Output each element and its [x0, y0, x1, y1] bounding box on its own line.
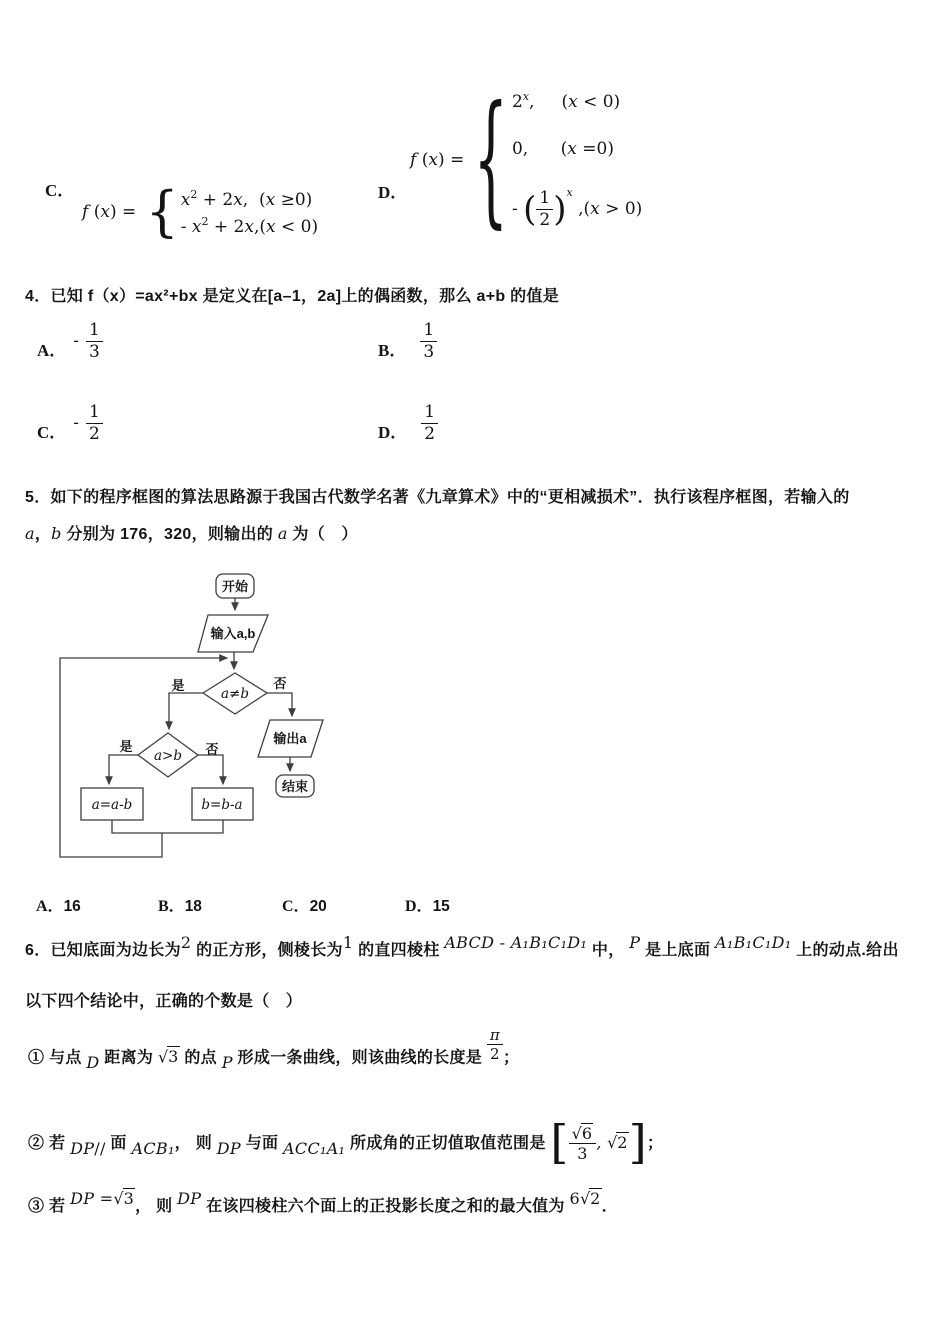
piecewise-brace-d: { — [473, 75, 508, 243]
option-c-label: C． — [45, 181, 75, 200]
piecewise-brace-c: { — [145, 180, 179, 244]
question-6-text-line1: 6．已知底面为边长为2 的正方形，侧棱长为1 的直四棱柱 ABCD - A₁B₁C₁D₁ 中， P 是上底面 A₁B₁C₁D₁ 上的动点.给出 — [25, 933, 899, 959]
q4-option-d-label: D． — [378, 423, 408, 442]
q4-option-c — [37, 398, 103, 444]
flow-cond2-label: a>b — [153, 748, 183, 764]
question-5-text-line1: 5．如下的程序框图的算法思路源于我国古代数学名著《九章算术》中的“更相减损术”．执行该程序框图，若输入的 — [25, 489, 850, 506]
option-c-row2: - $x^2 + 2x,(x < 0)$ — [180, 214, 319, 237]
option-d-lhs: f (x) = — [410, 150, 470, 170]
flow-input-label: 输入a,b — [210, 626, 256, 641]
flow-yes1-label: 是 — [171, 678, 185, 693]
flow-no2-label: 否 — [205, 742, 219, 757]
q5-option-a: A．16 — [36, 898, 81, 915]
q4-option-c-sign: - — [73, 413, 80, 433]
q5-option-d: D．15 — [405, 898, 450, 915]
q4-option-a-fraction: $\frac{1}{3}$ — [86, 320, 103, 362]
q6-statement-2: ② 若 DP// 面 ACB₁， 则 DP 与面 ACC₁A₁ 所成角的正切值取值范围是 [ $\frac{√6}{3}$ , √2]； — [28, 1114, 664, 1169]
option-d-label: D． — [378, 183, 408, 202]
flow-start-label: 开始 — [221, 579, 249, 594]
option-c-function — [82, 180, 319, 244]
question-6-text-line2: 以下四个结论中，正确的个数是（ ） — [25, 993, 303, 1010]
flow-yes2-label: 是 — [119, 739, 133, 754]
q4-option-d — [378, 398, 438, 444]
flowchart — [40, 560, 370, 880]
q4-option-c-fraction: $\frac{1}{2}$ — [86, 402, 103, 444]
q4-option-a-label: A． — [37, 341, 67, 360]
option-d-row1: 2$^x$, (x < 0) — [511, 90, 621, 112]
q4-option-a — [37, 316, 103, 362]
option-d-row3: - ( $\frac{1}{2}$ )$^x$ ,(x > 0) — [511, 185, 643, 230]
flow-assign-right-label: b=b-a — [201, 797, 243, 813]
q6-statement-1: ① 与点 D 距离为 √3 的点 P 形成一条曲线，则该曲线的长度是 $\frac{\pi}{2}$ ； — [28, 1026, 520, 1073]
option-d-row2: 0, (x =0) — [511, 138, 614, 159]
q4-option-a-sign: - — [73, 331, 80, 351]
question-5-text-line2: a，b 分别为 176，320，则输出的 a 为（ ） — [25, 524, 358, 543]
q6-statement-3: ③ 若 DP =√3， 则 DP 在该四棱柱六个面上的正投影长度之和的最大值为 6√2． — [28, 1189, 618, 1215]
option-d-function — [410, 75, 643, 243]
q4-option-b — [378, 316, 437, 362]
q4-option-d-fraction: $\frac{1}{2}$ — [421, 402, 438, 444]
q4-option-b-fraction: $\frac{1}{3}$ — [420, 320, 437, 362]
flow-cond1-label: a≠b — [220, 686, 250, 702]
flow-output-label: 输出a — [273, 731, 307, 746]
flow-end-label: 结束 — [281, 779, 309, 794]
flow-assign-left-label: a=a-b — [91, 797, 133, 813]
option-c-row1: $x^2 + 2x$, (x ≥0) — [180, 187, 313, 210]
q5-option-c: C．20 — [282, 898, 327, 915]
question-4-text: 4．已知 f（x）=ax²+bx 是定义在[a–1，2a]上的偶函数，那么 a+b 的值是 — [25, 288, 560, 305]
q4-option-c-label: C． — [37, 423, 67, 442]
flow-no1-label: 否 — [273, 676, 287, 691]
option-c-lhs: f (x) = — [82, 202, 142, 222]
q4-option-b-label: B． — [378, 341, 407, 360]
q5-option-b: B．18 — [158, 898, 202, 915]
